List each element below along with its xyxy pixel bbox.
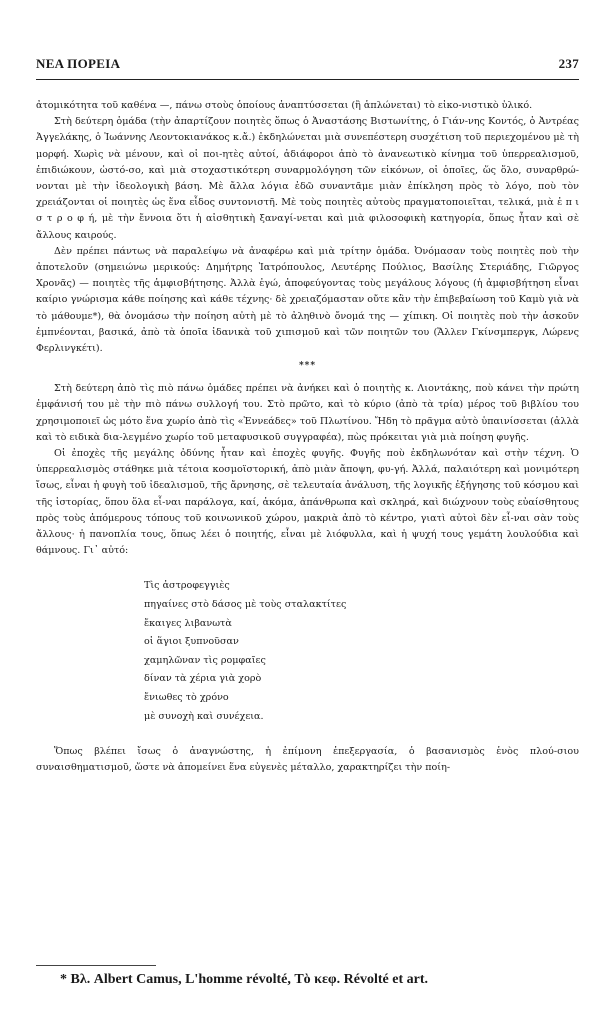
journal-title: ΝΕΑ ΠΟΡΕΙΑ xyxy=(36,56,121,71)
poem-line: δίναν τὰ χέρια γιὰ χορὸ xyxy=(144,673,262,685)
footnote: * Βλ. Albert Camus, L'homme révolté, Τὸ κεφ. Révolté et art. xyxy=(60,972,429,987)
section-separator: *** xyxy=(298,361,317,372)
page-number: 237 xyxy=(558,56,579,71)
footnote-rule xyxy=(36,965,156,966)
header-rule xyxy=(36,79,579,80)
poem-line: Τὶς ἀστροφεγγιὲς xyxy=(144,580,230,592)
paragraph: Ὅπως βλέπει ἴσως ὁ ἀναγνώστης, ἡ ἐπίμονη ἐπεξεργασία, ὁ βασανισμὸς ἑνὸς πλού-σιου συναισθηματισμοῦ, ὥστε νὰ ἀπομείνει ἕνα εὐγενὲς μέταλλο, χαρακτηρίζει τὴν ποίη- xyxy=(36,746,579,774)
paragraph: Οἱ ἐποχὲς τῆς μεγάλης ὀδύνης ἦταν καὶ ἐποχὲς φυγῆς. Φυγῆς ποὺ ἐκδηλωνόταν καὶ στὴν τέχνη. Ὁ ὑπερρεαλισμὸς στάθηκε μιὰ τέτοια κοσμοϊστορική, ἀπὸ μιὰν ἄποψη, φυ-γή. Ἀλλά, παλαιότερη καὶ μονιμότερη ἴσως, εἶναι ἡ φυγὴ τοῦ ἰδεαλισμοῦ, τῆς ἄρνησης, σὲ τελευταία ἀνάλυση, τῆς λογικῆς ἐξήγησης τοῦ κόσμου καὶ τῆς ἱστορίας, ὅπου ὅλα εἶ-ναι παράλογα, καί, ἀκόμα, ἀπάνθρωπα καὶ σκληρά, καὶ διώχνουν τοὺς εὐαίσθητους πρὸς τοὺς ἀπόμερους τόπους τοῦ κοινωνικοῦ χώρου, μακριὰ ἀπὸ τὸ κέντρο, γιατὶ αὐτοὶ δὲν εἶ-ναι σὰν τοὺς ἄλλους· ἡ πανοπλία τους, ὅπως λέει ὁ ποιητής, εἶναι μὲ λιόφυλλα, καὶ ἡ ψυχή τους γεμάτη λουλούδια καὶ θάμνους. Γι᾽ αὐτό: xyxy=(36,448,579,557)
article-body xyxy=(36,98,579,777)
poem-line: ἔκαιγες λιβανωτὰ xyxy=(144,617,232,629)
poem-line: μὲ συνοχὴ καὶ συνέχεια. xyxy=(144,710,264,722)
poem-excerpt xyxy=(144,577,579,726)
poem-line: οἱ ἅγιοι ξυπνοῦσαν xyxy=(144,636,239,648)
poem-line: χαμηλῶναν τὶς ρομφαῖες xyxy=(144,654,266,666)
paragraph: Δὲν πρέπει πάντως νὰ παραλείψω νὰ ἀναφέρω καὶ μιὰ τρίτην ὁμάδα. Ὀνόμασαν τοὺς ποιητὲς ποὺ τὴν ἀποτελοῦν (σημειώνω μερικούς: Δημήτρης Ἰατρόπουλος, Λευτέρης Πούλιος, Βασίλης Στεριάδης, Γιῶργος Χρονᾶς) — ποιητὲς τῆς ἀμφισβήτησης. Ἀλλὰ ἐγώ, ἀποφεύγοντας τοὺς μεγάλους λόγους (ἡ ἀμφισβήτηση εἶναι καίριο γνώρισμα κάθε ποίησης καὶ κάθε τέχνης· δὲ χρειαζόμασταν οὔτε κἂν τὴν ἐπιβεβαίωση τοῦ Καμὺ γιὰ νὰ τὸ μάθουμε*), θὰ ὀνομάσω τὴν ποίηση αὐτὴ μὲ τὸ ἀληθινὸ ὄνομά της — χίπικη. Οἱ ποιητὲς ποὺ τὴν ἀσκοῦν ἐμπνέονται, βασικά, ἀπὸ τὰ ὁποῖα ἰδανικὰ τοῦ χιπισμοῦ καὶ τῶν ποιητῶν του (Ἄλλεν Γκίνσμπεργκ, Λώρενς Φερλινγκέτι). xyxy=(36,245,579,355)
paragraph: Στὴ δεύτερη ὁμάδα (τὴν ἀπαρτίζουν ποιητὲς ὅπως ὁ Ἀναστάσης Βιστωνίτης, ὁ Γιάν-νης Κοντός, ὁ Ἀντρέας Ἀγγελάκης, ὁ Ἰωάννης Λεοντοκιανάκος κ.ἄ.) ἐκδηλώνεται μιὰ συνεπέστερη συσχέτιση τοῦ περιεχομένου μὲ τὴ μορφή. Χωρὶς νὰ μένουν, καὶ οἱ ποι-ητὲς αὐτοί, ἀδιάφοροι ἀπὸ τὸ ἀνανεωτικὸ κίνημα τοῦ ὑπερρεαλισμοῦ, ἐπιδιώκουν, ὡστό-σο, καὶ μιὰ στοχαστικότερη συναρμολόγηση τῶν εἰκόνων, οἱ ὁποῖες, ὥς ὅλο, συναρθρώ-νονται μὲ τὴν ἰδεολογικὴ βάση. Μὲ ἄλλα λόγια ἐδῶ συναντᾶμε μιὰν ἐπίκληση πρὸς τὸ λόγο, ποὺ τὸν χρειάζονται οἱ ποιητὲς ὡς ἕνα εἶδος συντονιστῆ. Μὲ τοὺς ποιητὲς αὐτοὺς πραγματοποιεῖται, τελικά, μιὰ ἐ π ι σ τ ρ ο φ ή, μὲ τὴν ἔννοια ὅτι ἡ αἰσθητικὴ ξαναγί-νεται καὶ μιὰ φιλοσοφικὴ κατηγορία, ὅπως ἦταν καὶ σὲ ἄλλους καιρούς. xyxy=(36,116,579,241)
paragraph: ἀτομικότητα τοῦ καθένα —, πάνω στοὺς ὁποίους ἀναπτύσσεται (ἢ ἁπλώνεται) τὸ εἰκο-νιστικὸ ὑλικό. xyxy=(36,100,533,111)
running-header xyxy=(36,56,579,76)
poem-line: πηγαίνες στὸ δάσος μὲ τοὺς σταλακτίτες xyxy=(144,599,347,611)
paragraph: Στὴ δεύτερη ἀπὸ τὶς πιὸ πάνω ὁμάδες πρέπει νὰ ἀνήκει καὶ ὁ ποιητὴς κ. Λιοντάκης, ποὺ κάνει τὴν πρώτη ἐμφάνισή του μὲ τὴν πιὸ πάνω συλλογή του. Στὸ πρῶτο, καὶ τὸ κύριο (ἀπὸ τὰ τρία) μέρος τοῦ βιβλίου του χρησιμοποιεῖ ὡς μότο ἕνα χωρίο ἀπὸ τὶς «Ἐννεάδες» τοῦ Πλωτίνου. Ἤδη τὸ πρᾶγμα αὐτὸ ὑπαινίσσεται (ἀλλὰ καὶ τὸ ειδικὰ δια-λεγμένο χωρίο τοῦ μεταφυσικοῦ συγγραφέα), πὼς πρόκειται γιὰ μιὰ ποίηση φυγῆς. xyxy=(36,383,579,443)
poem-line: ἔνιωθες τὸ χρόνο xyxy=(144,692,229,704)
